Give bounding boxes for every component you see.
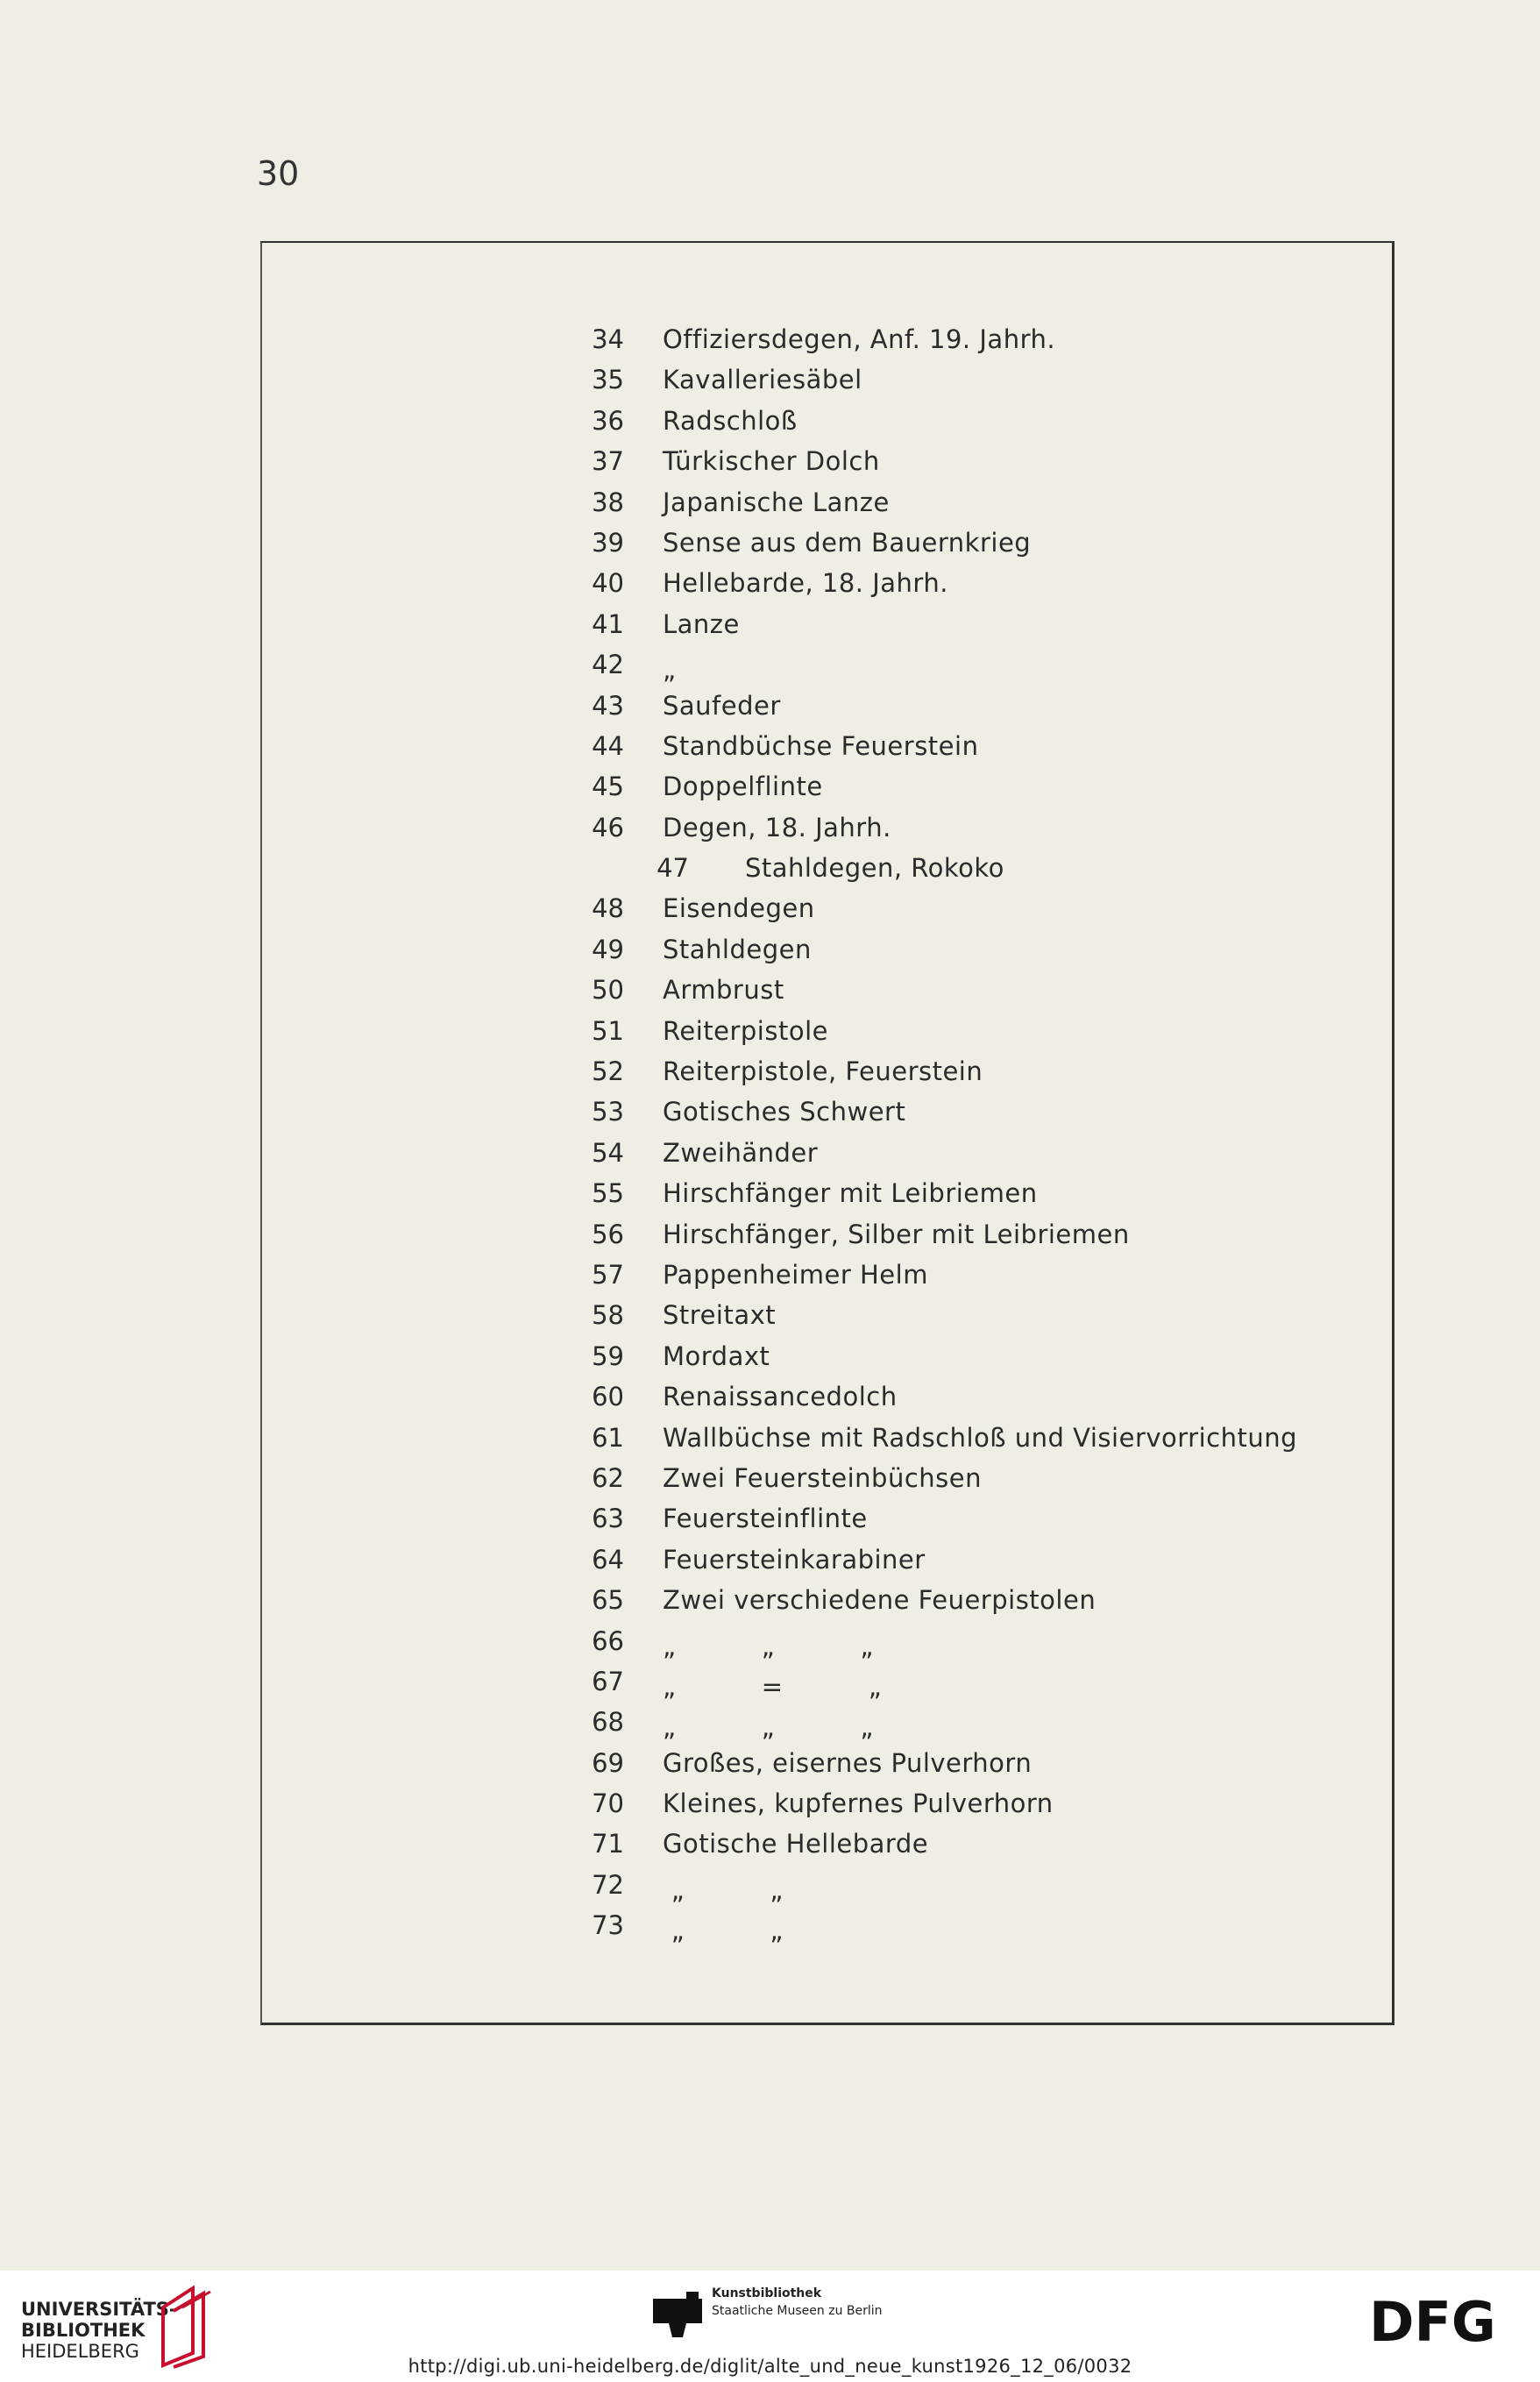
item-description: Streitaxt [663, 1300, 777, 1331]
item-description: Hirschfänger mit Leibriemen [663, 1178, 1038, 1209]
item-description: Lanze [663, 608, 740, 639]
item-description: Sense aus dem Bauernkrieg [663, 527, 1032, 558]
item-number: 50 [592, 975, 624, 1006]
item-number: 54 [592, 1137, 624, 1168]
item-description: Wallbüchse mit Radschloß und Visiervorrichtung [663, 1422, 1298, 1453]
item-description: Reiterpistole, Feuerstein [663, 1056, 983, 1087]
item-description: „ [663, 655, 677, 686]
item-number: 68 [592, 1707, 624, 1738]
item-description: Reiterpistole [663, 1015, 828, 1046]
item-number: 56 [592, 1219, 624, 1249]
item-number: 35 [592, 365, 624, 395]
library-name-line3: HEIDELBERG [21, 2341, 139, 2362]
ub-heidelberg-logo[interactable] [21, 2299, 177, 2362]
item-description: Saufeder [663, 690, 781, 721]
item-number: 65 [592, 1585, 624, 1616]
item-description: Eisendegen [663, 893, 815, 924]
item-number: 43 [592, 690, 624, 721]
item-description: „ „ „ [663, 1631, 874, 1661]
item-number: 41 [592, 608, 624, 639]
item-description: Radschloß [663, 405, 798, 436]
item-number: 58 [592, 1300, 624, 1331]
item-number: 72 [592, 1869, 624, 1900]
item-description: Zwei verschiedene Feuerpistolen [663, 1585, 1096, 1616]
item-number: 64 [592, 1544, 624, 1575]
item-description: Gotische Hellebarde [663, 1829, 929, 1859]
item-number: 61 [592, 1422, 624, 1453]
item-description: Zwei Feuersteinbüchsen [663, 1462, 982, 1493]
item-number: 73 [592, 1910, 624, 1941]
item-description: Feuersteinflinte [663, 1504, 868, 1534]
item-description: Offiziersdegen, Anf. 19. Jahrh. [663, 324, 1056, 354]
source-url[interactable]: http://digi.ub.uni-heidelberg.de/diglit/alte_und_neue_kunst1926_12_06/0032 [408, 2356, 1132, 2377]
item-description: Standbüchse Feuerstein [663, 730, 979, 761]
item-number: 66 [592, 1625, 624, 1656]
partner-line2: Staatliche Museen zu Berlin [712, 2304, 883, 2318]
item-number: 67 [592, 1666, 624, 1696]
item-number: 70 [592, 1788, 624, 1819]
item-number: 48 [592, 893, 624, 924]
item-number: 59 [592, 1340, 624, 1371]
item-description: Armbrust [663, 975, 784, 1006]
item-description: Großes, eisernes Pulverhorn [663, 1747, 1033, 1778]
library-name-line1: UNIVERSITÄTS- [21, 2299, 177, 2320]
item-description: Stahldegen [663, 934, 812, 964]
item-description: Japanische Lanze [663, 487, 890, 517]
item-number: 62 [592, 1462, 624, 1493]
item-description: Stahldegen, Rokoko [745, 853, 1004, 884]
item-description: „ = „ [663, 1671, 883, 1702]
item-description: Degen, 18. Jahrh. [663, 812, 891, 843]
item-number: 44 [592, 730, 624, 761]
item-number: 60 [592, 1382, 624, 1412]
item-description: „ „ „ [663, 1712, 874, 1743]
item-number: 38 [592, 487, 624, 517]
item-description: Renaissancedolch [663, 1382, 898, 1412]
item-description: Feuersteinkarabiner [663, 1544, 926, 1575]
item-number: 52 [592, 1056, 624, 1087]
item-number: 45 [592, 771, 624, 802]
item-number: 42 [592, 650, 624, 680]
item-description: Kleines, kupfernes Pulverhorn [663, 1788, 1054, 1819]
kunstbibliothek-label[interactable] [712, 2285, 883, 2320]
item-number: 49 [592, 934, 624, 964]
item-description: Hellebarde, 18. Jahrh. [663, 568, 948, 599]
item-number: 63 [592, 1504, 624, 1534]
item-description: Türkischer Dolch [663, 446, 880, 477]
item-description: Hirschfänger, Silber mit Leibriemen [663, 1219, 1130, 1249]
item-description: Zweihänder [663, 1137, 819, 1168]
item-description: Pappenheimer Helm [663, 1259, 928, 1290]
item-number: 57 [592, 1259, 624, 1290]
kunstbibliothek-eagle-icon [653, 2292, 702, 2337]
item-number: 69 [592, 1747, 624, 1778]
dfg-logo[interactable] [1369, 2295, 1518, 2348]
item-number: 55 [592, 1178, 624, 1209]
item-number: 53 [592, 1097, 624, 1127]
item-number: 36 [592, 405, 624, 436]
item-description: Kavalleriesäbel [663, 365, 862, 395]
footer [0, 2271, 1540, 2382]
item-description: Doppelflinte [663, 771, 823, 802]
partner-line1: Kunstbibliothek [712, 2286, 822, 2300]
item-number: 51 [592, 1015, 624, 1046]
item-number: 34 [592, 324, 624, 354]
item-number: 71 [592, 1829, 624, 1859]
item-description: Mordaxt [663, 1340, 770, 1371]
item-number: 40 [592, 568, 624, 599]
item-description: Gotisches Schwert [663, 1097, 906, 1127]
item-description: „ „ [663, 1916, 784, 1946]
item-number: 39 [592, 527, 624, 558]
page-number: 30 [257, 154, 300, 193]
library-name-line2: BIBLIOTHEK [21, 2320, 145, 2341]
item-description: „ „ [663, 1874, 784, 1905]
dfg-text: DFG [1369, 2295, 1496, 2348]
item-number: 46 [592, 812, 624, 843]
item-number: 37 [592, 446, 624, 477]
item-number: 47 [656, 853, 689, 884]
